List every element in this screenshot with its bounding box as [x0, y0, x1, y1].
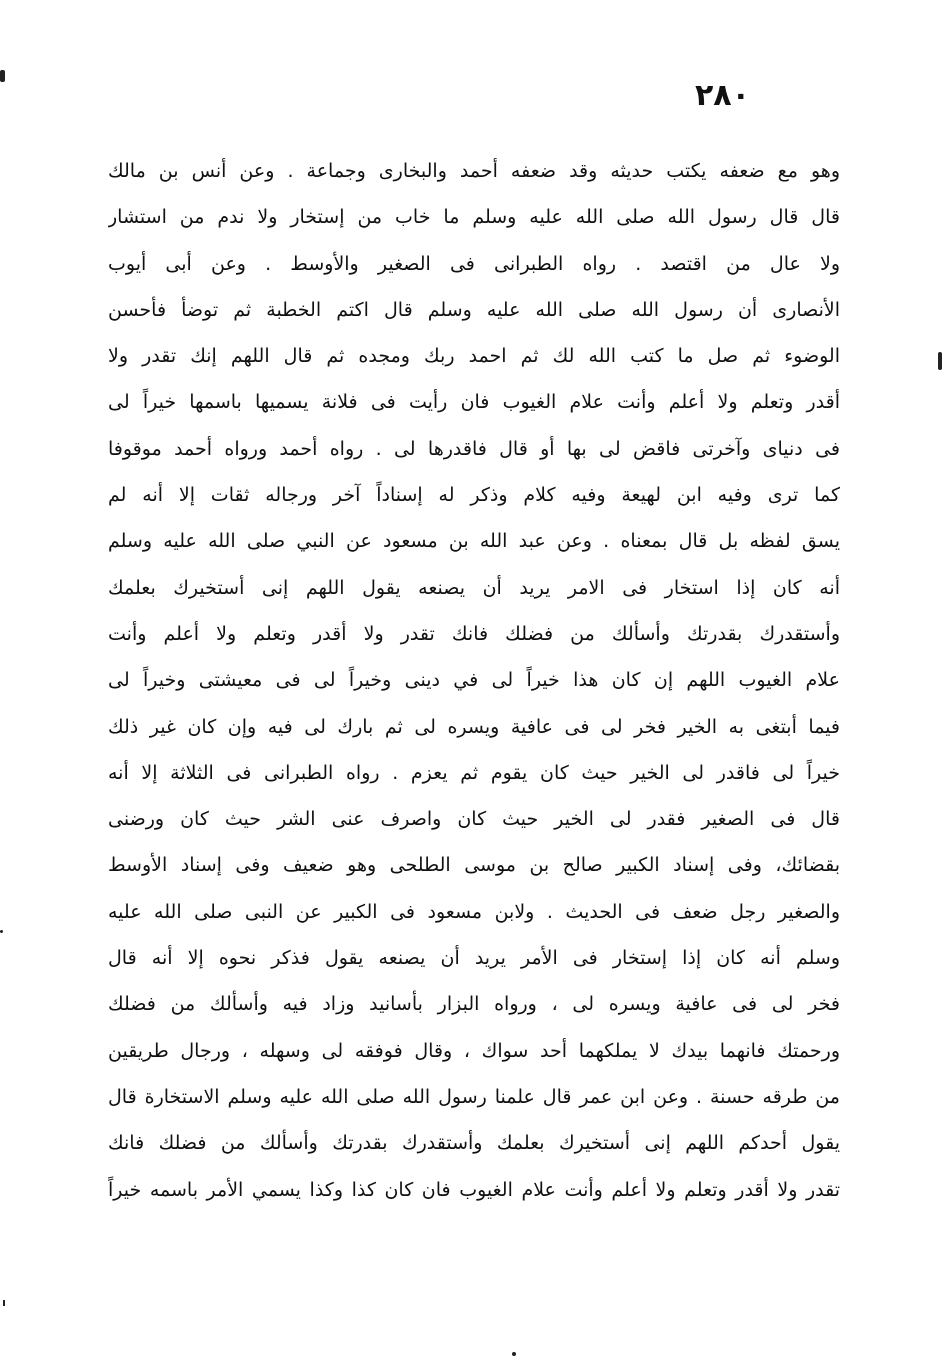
- text-line: من طرقه حسنة . وعن ابن عمر قال علمنا رسول الله صلى الله عليه وسلم الاستخارة قال: [108, 1085, 840, 1108]
- scan-mark: [512, 1352, 516, 1356]
- text-line: يسق لفظه بل قال بمعناه . وعن عبد الله بن مسعود عن النبي صلى الله عليه وسلم: [108, 530, 840, 553]
- text-line: يقول أحدكم اللهم إنى أستخيرك بعلمك وأستقدرك بقدرتك وأسألك من فضلك فانك: [108, 1132, 840, 1155]
- text-line: أقدر وتعلم ولا أعلم وأنت علام الغيوب فان رأيت فى فلانة يسميها باسمها خيراً لى: [108, 391, 840, 414]
- text-line: والصغير رجل ضعف فى الحديث . ولابن مسعود فى الكبير عن النبى صلى الله عليه: [108, 900, 840, 923]
- text-line: فيما أبتغى به الخير فخر لى فى عافية ويسره لى ثم بارك لى فيه وإن كان غير ذلك: [108, 715, 840, 738]
- text-line: الأنصارى أن رسول الله صلى الله عليه وسلم قال اكتم الخطبة ثم توضأ فأحسن: [108, 298, 840, 321]
- scan-mark: [0, 70, 5, 82]
- text-line: خيراً لى فاقدر لى الخير حيث كان يقوم ثم يعزم . رواه الطبرانى فى الثلاثة إلا أنه: [108, 761, 840, 784]
- text-line: وأستقدرك بقدرتك وأسألك من فضلك فانك تقدر ولا أقدر وتعلم ولا أعلم وأنت: [108, 622, 840, 645]
- text-line: بقضائك، وفى إسناد الكبير صالح بن موسى الطلحى وهو ضعيف وفى إسناد الأوسط: [108, 854, 840, 877]
- text-line: تقدر ولا أقدر وتعلم ولا أعلم وأنت علام الغيوب فان كان كذا وكذا يسمي الأمر باسمه خيراً: [108, 1178, 840, 1201]
- text-line: ولا عال من اقتصد . رواه الطبرانى فى الصغير والأوسط . وعن أبى أيوب: [108, 252, 840, 275]
- scan-mark: [0, 930, 3, 933]
- page-number: ٢٨٠: [695, 78, 750, 113]
- text-line: وهو مع ضعفه يكتب حديثه وقد ضعفه أحمد والبخارى وجماعة . وعن أنس بن مالك: [108, 160, 840, 182]
- body-text: [108, 148, 840, 1213]
- text-line: الوضوء ثم صل ما كتب الله لك ثم احمد ربك ومجده ثم قال اللهم إنك تقدر ولا: [108, 345, 840, 368]
- text-line: قال فى الصغير فقدر لى الخير حيث كان واصرف عنى الشر حيث كان ورضنى: [108, 808, 840, 831]
- text-line: علام الغيوب اللهم إن كان هذا خيراً لى في دينى وخيراً لى فى معيشتى وخيراً لى: [108, 669, 840, 692]
- text-line: ورحمتك فانهما بيدك لا يملكهما أحد سواك ، وقال فوفقه لى وسهله ، ورجال طريقين: [108, 1039, 840, 1062]
- scan-mark: [3, 1300, 5, 1306]
- text-line: وسلم أنه كان إذا إستخار فى الأمر يريد أن يصنعه يقول فذكر نحوه إلا أنه قال: [108, 947, 840, 970]
- text-line: فى دنياى وآخرتى فاقض لى بها أو قال فاقدرها لى . رواه أحمد ورواه أحمد موقوفا: [108, 437, 840, 460]
- text-line: أنه كان إذا استخار فى الامر يريد أن يصنعه يقول اللهم إنى أستخيرك بعلمك: [108, 576, 840, 599]
- text-line: فخر لى فى عافية ويسره لى ، ورواه البزار بأسانيد وزاد فيه وأسألك من فضلك: [108, 993, 840, 1016]
- scan-mark: [938, 352, 942, 370]
- text-line: كما ترى وفيه ابن لهيعة وفيه كلام وذكر له إسناداً آخر ورجاله ثقات إلا أنه لم: [108, 484, 840, 507]
- text-line: قال قال رسول الله صلى الله عليه وسلم ما خاب من إستخار ولا ندم من استشار: [108, 206, 840, 229]
